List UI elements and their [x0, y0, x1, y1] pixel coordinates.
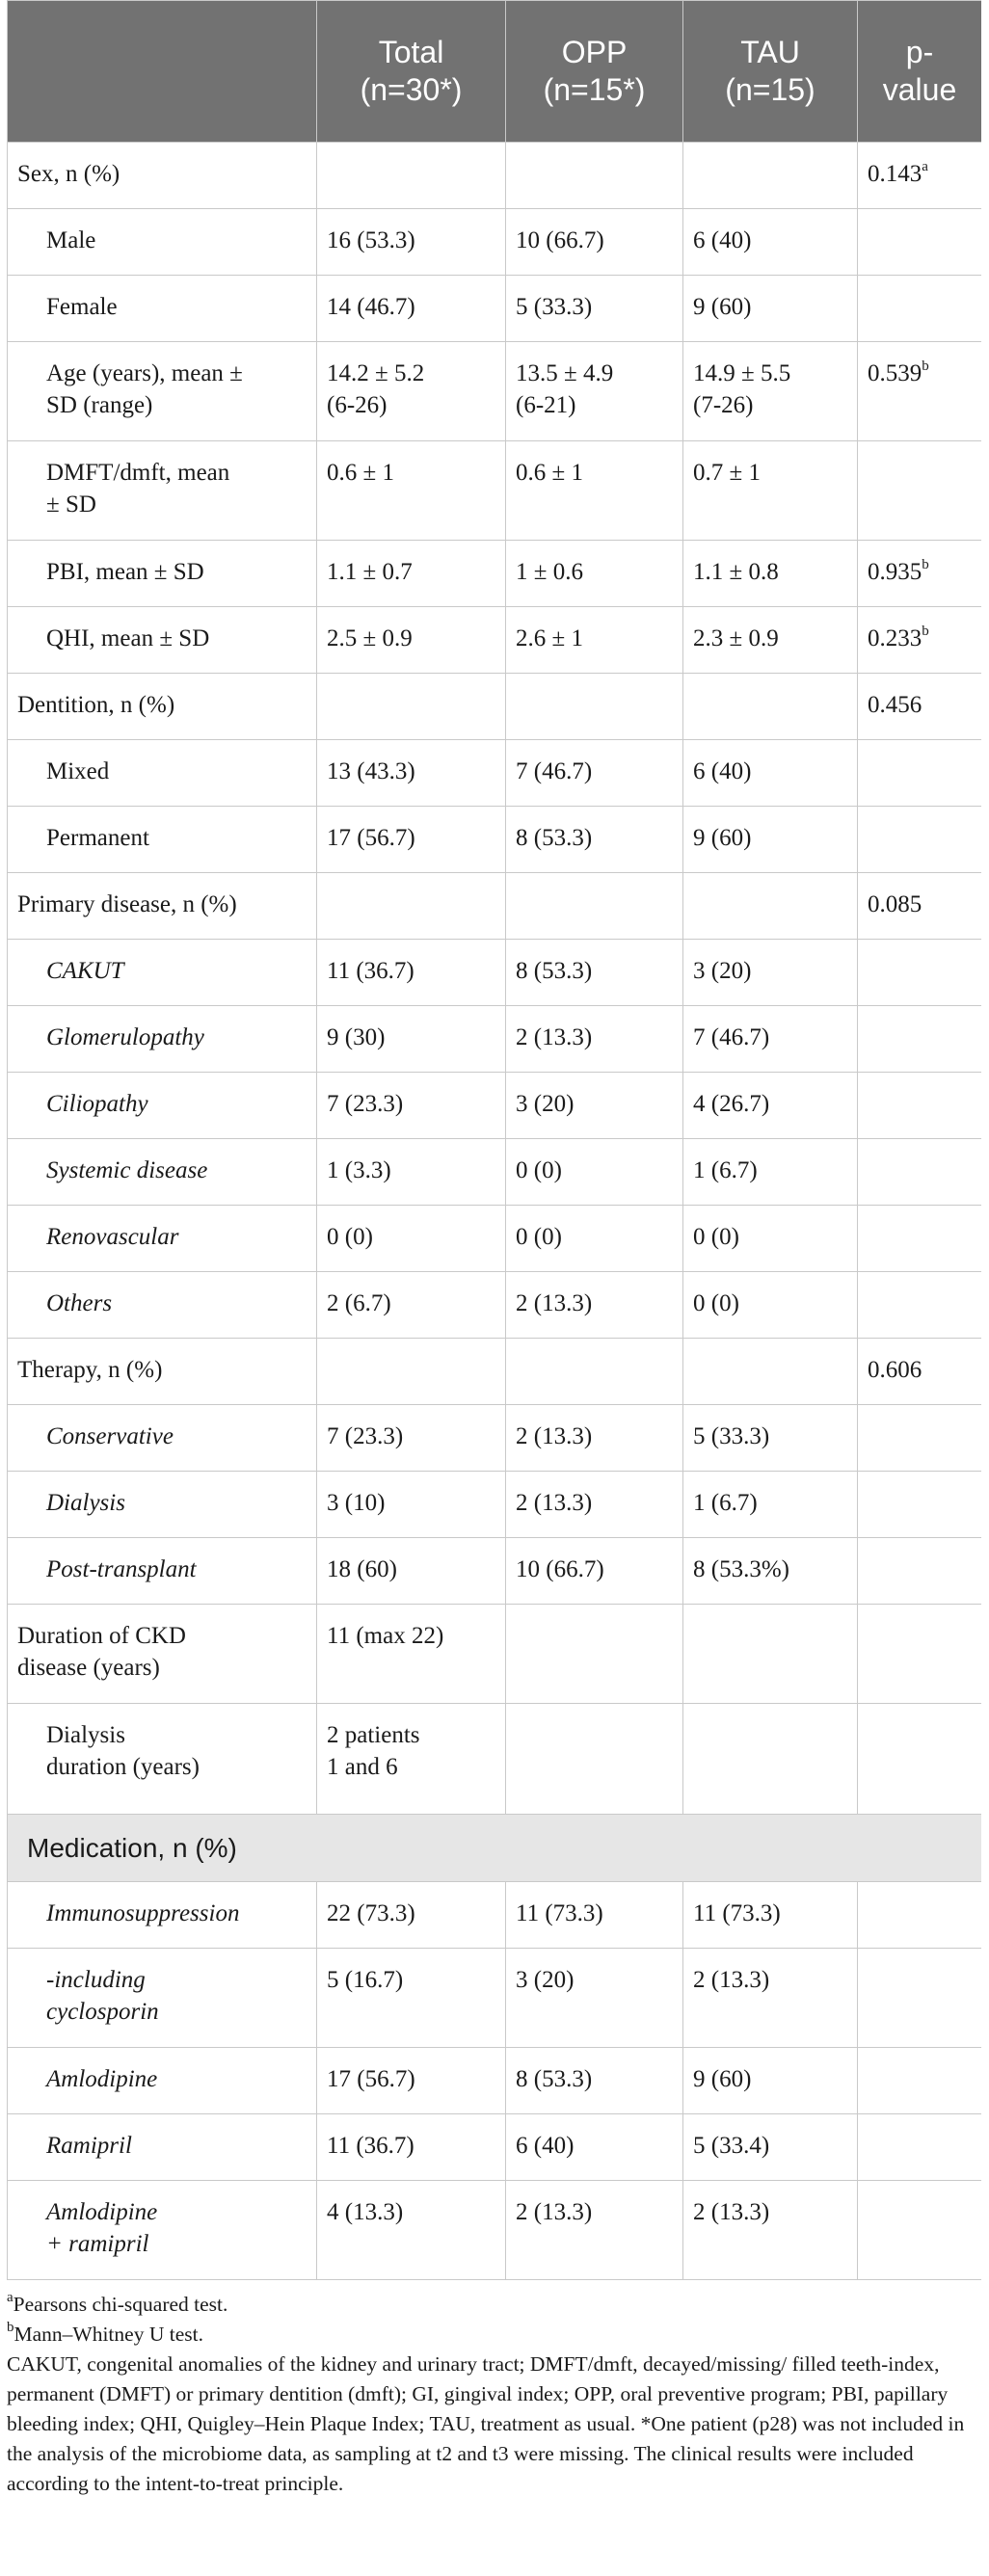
tau-cell	[683, 2048, 858, 2114]
opp-cell	[506, 1538, 683, 1605]
tau-cell	[683, 740, 858, 807]
table-row	[8, 674, 982, 740]
p-value-text: 0.935	[868, 559, 922, 585]
opp-cell	[506, 1206, 683, 1272]
tau-cell-text: 11 (73.3)	[693, 1900, 781, 1926]
tau-cell-text: 9 (60)	[693, 294, 752, 320]
tau-cell	[683, 1272, 858, 1339]
opp-cell-text: 2 (13.3)	[516, 1290, 593, 1316]
total-cell-text: 7 (23.3)	[327, 1091, 404, 1117]
total-cell	[317, 807, 506, 873]
p-value-cell	[858, 1006, 982, 1073]
opp-cell	[506, 1704, 683, 1815]
total-cell	[317, 441, 506, 541]
total-cell-text: 1.1 ± 0.7	[327, 559, 413, 585]
p-value-cell	[858, 2181, 982, 2280]
row-label-text: Primary disease, n (%)	[17, 891, 237, 917]
tau-cell-text: 1 (6.7)	[693, 1490, 758, 1516]
table-container	[7, 0, 981, 2576]
table-row	[8, 209, 982, 276]
row-label-text: Ciliopathy	[46, 1091, 148, 1117]
total-cell	[317, 1472, 506, 1538]
opp-cell	[506, 1882, 683, 1949]
table-row	[8, 1704, 982, 1815]
total-cell	[317, 2181, 506, 2280]
opp-cell	[506, 1405, 683, 1472]
tau-cell-text: 5 (33.3)	[693, 1423, 770, 1449]
row-label	[8, 1272, 317, 1339]
tau-cell	[683, 940, 858, 1006]
row-label	[8, 1405, 317, 1472]
total-cell-text: 7 (23.3)	[327, 1423, 404, 1449]
total-cell	[317, 607, 506, 674]
p-value-text: 0.456	[868, 692, 922, 718]
p-value-cell	[858, 143, 982, 209]
p-value-cell	[858, 2048, 982, 2114]
table-row	[8, 1405, 982, 1472]
row-label-text: QHI, mean ± SD	[46, 625, 210, 651]
row-label	[8, 342, 317, 441]
tau-cell	[683, 1006, 858, 1073]
total-cell-text: 0 (0)	[327, 1224, 373, 1250]
row-label	[8, 1206, 317, 1272]
table-row	[8, 1949, 982, 2048]
total-cell-text: 14 (46.7)	[327, 294, 415, 320]
row-label-text: Mixed	[46, 758, 110, 784]
row-label	[8, 807, 317, 873]
tau-cell	[683, 1405, 858, 1472]
table-row	[8, 940, 982, 1006]
section-title: Medication, n (%)	[8, 1815, 982, 1882]
tau-cell-text: 4 (26.7)	[693, 1091, 770, 1117]
row-label	[8, 143, 317, 209]
footnote-b-text: Mann–Whitney U test.	[13, 2323, 203, 2346]
total-cell-text: 17 (56.7)	[327, 2066, 415, 2092]
row-label	[8, 2181, 317, 2280]
opp-cell	[506, 1073, 683, 1139]
table-row	[8, 1073, 982, 1139]
tau-cell	[683, 1882, 858, 1949]
total-cell-text: 13 (43.3)	[327, 758, 415, 784]
opp-cell	[506, 1139, 683, 1206]
row-label	[8, 1704, 317, 1815]
opp-cell	[506, 674, 683, 740]
p-value-cell	[858, 2114, 982, 2181]
medication-section	[8, 1815, 982, 1882]
tau-cell-text: 9 (60)	[693, 2066, 752, 2092]
p-value-cell	[858, 674, 982, 740]
total-cell-text: 11 (36.7)	[327, 2133, 414, 2159]
total-cell	[317, 541, 506, 607]
tau-cell-text: 3 (20)	[693, 958, 752, 984]
tau-cell-text: 5 (33.4)	[693, 2133, 770, 2159]
tau-cell	[683, 873, 858, 940]
tau-cell-text: 0 (0)	[693, 1224, 739, 1250]
tau-cell	[683, 209, 858, 276]
table-row	[8, 1206, 982, 1272]
p-value-footnote-marker: b	[922, 556, 929, 572]
row-label	[8, 940, 317, 1006]
row-label-text: Dialysis	[46, 1490, 125, 1516]
p-value-footnote-marker: b	[922, 623, 929, 639]
opp-cell	[506, 276, 683, 342]
header-p-value: p- value	[858, 1, 982, 143]
tau-cell-text: 2 (13.3)	[693, 2199, 770, 2225]
table-row	[8, 2114, 982, 2181]
tau-cell-text: 0 (0)	[693, 1290, 739, 1316]
p-value-text: 0.143	[868, 161, 922, 187]
p-value-cell	[858, 1139, 982, 1206]
p-value-cell	[858, 209, 982, 276]
total-cell	[317, 1272, 506, 1339]
tau-cell	[683, 1538, 858, 1605]
p-value-footnote-marker: b	[922, 358, 929, 374]
row-label	[8, 740, 317, 807]
tau-cell	[683, 541, 858, 607]
opp-cell	[506, 1006, 683, 1073]
total-cell-text: 2 patients 1 and 6	[327, 1722, 420, 1780]
opp-cell-text: 2.6 ± 1	[516, 625, 583, 651]
opp-cell-text: 0 (0)	[516, 1157, 562, 1183]
total-cell	[317, 1006, 506, 1073]
row-label	[8, 1006, 317, 1073]
row-label-text: Amlodipine	[46, 2066, 158, 2092]
opp-cell	[506, 1472, 683, 1538]
row-label	[8, 1605, 317, 1704]
total-cell-text: 14.2 ± 5.2 (6-26)	[327, 360, 425, 418]
total-cell	[317, 740, 506, 807]
total-cell	[317, 209, 506, 276]
table-row	[8, 1605, 982, 1704]
total-cell	[317, 873, 506, 940]
tau-cell	[683, 2181, 858, 2280]
p-value-text: 0.233	[868, 625, 922, 651]
row-label-text: Age (years), mean ± SD (range)	[46, 360, 243, 418]
total-cell	[317, 2048, 506, 2114]
opp-cell-text: 10 (66.7)	[516, 1556, 604, 1582]
opp-cell-text: 6 (40)	[516, 2133, 575, 2159]
tau-cell	[683, 441, 858, 541]
p-value-text: 0.606	[868, 1357, 922, 1383]
row-label	[8, 276, 317, 342]
tau-cell	[683, 1949, 858, 2048]
total-cell-text: 18 (60)	[327, 1556, 397, 1582]
table-row	[8, 873, 982, 940]
total-cell-text: 5 (16.7)	[327, 1967, 404, 1993]
p-value-cell	[858, 1206, 982, 1272]
opp-cell	[506, 1605, 683, 1704]
header-row	[8, 1, 982, 143]
tau-cell	[683, 342, 858, 441]
row-label-text: CAKUT	[46, 958, 124, 984]
row-label	[8, 1073, 317, 1139]
p-value-cell	[858, 342, 982, 441]
opp-cell-text: 7 (46.7)	[516, 758, 593, 784]
p-value-cell	[858, 607, 982, 674]
table-row	[8, 1472, 982, 1538]
opp-cell	[506, 807, 683, 873]
table-row	[8, 1006, 982, 1073]
p-value-cell	[858, 1472, 982, 1538]
header-blank	[8, 1, 317, 143]
p-value-text: 0.085	[868, 891, 922, 917]
table-row	[8, 441, 982, 541]
tau-cell-text: 6 (40)	[693, 758, 752, 784]
total-cell	[317, 674, 506, 740]
table-row	[8, 1538, 982, 1605]
opp-cell	[506, 143, 683, 209]
header-total: Total (n=30*)	[317, 1, 506, 143]
opp-cell	[506, 873, 683, 940]
row-label-text: Glomerulopathy	[46, 1024, 204, 1050]
row-label-text: Male	[46, 227, 96, 253]
row-label	[8, 1139, 317, 1206]
row-label	[8, 873, 317, 940]
table-row	[8, 807, 982, 873]
total-cell	[317, 1206, 506, 1272]
opp-cell-text: 2 (13.3)	[516, 1490, 593, 1516]
p-value-cell	[858, 1949, 982, 2048]
opp-cell-text: 13.5 ± 4.9 (6-21)	[516, 360, 614, 418]
section-header-row	[8, 1815, 982, 1882]
total-cell-text: 17 (56.7)	[327, 825, 415, 851]
opp-cell-text: 2 (13.3)	[516, 1024, 593, 1050]
total-cell-text: 16 (53.3)	[327, 227, 415, 253]
tau-cell-text: 9 (60)	[693, 825, 752, 851]
opp-cell-text: 2 (13.3)	[516, 2199, 593, 2225]
total-cell	[317, 1605, 506, 1704]
total-cell	[317, 1405, 506, 1472]
tau-cell-text: 8 (53.3%)	[693, 1556, 789, 1582]
tau-cell	[683, 607, 858, 674]
opp-cell	[506, 541, 683, 607]
total-cell-text: 22 (73.3)	[327, 1900, 415, 1926]
row-label	[8, 541, 317, 607]
p-value-text: 0.539	[868, 360, 922, 386]
total-cell-text: 2 (6.7)	[327, 1290, 391, 1316]
row-label-text: Ramipril	[46, 2133, 132, 2159]
opp-cell	[506, 1949, 683, 2048]
p-value-cell	[858, 1272, 982, 1339]
total-cell	[317, 1339, 506, 1405]
row-label	[8, 607, 317, 674]
header-opp: OPP (n=15*)	[506, 1, 683, 143]
tau-cell	[683, 1339, 858, 1405]
medication-body	[8, 1882, 982, 2280]
row-label	[8, 1538, 317, 1605]
row-label-text: Amlodipine + ramipril	[46, 2199, 158, 2257]
row-label-text: Post-transplant	[46, 1556, 197, 1582]
table-row	[8, 1272, 982, 1339]
opp-cell-text: 5 (33.3)	[516, 294, 593, 320]
total-cell-text: 1 (3.3)	[327, 1157, 391, 1183]
row-label-text: PBI, mean ± SD	[46, 559, 204, 585]
table-row	[8, 276, 982, 342]
p-value-cell	[858, 1339, 982, 1405]
row-label	[8, 441, 317, 541]
table-row	[8, 143, 982, 209]
total-cell	[317, 143, 506, 209]
opp-cell-text: 0 (0)	[516, 1224, 562, 1250]
total-cell	[317, 276, 506, 342]
opp-cell	[506, 607, 683, 674]
row-label-text: Sex, n (%)	[17, 161, 120, 187]
row-label-text: Immunosuppression	[46, 1900, 240, 1926]
opp-cell	[506, 441, 683, 541]
row-label-text: Dentition, n (%)	[17, 692, 175, 718]
tau-cell-text: 7 (46.7)	[693, 1024, 770, 1050]
total-cell-text: 3 (10)	[327, 1490, 386, 1516]
table-footnotes	[7, 2280, 981, 2499]
tau-cell	[683, 1605, 858, 1704]
total-cell-text: 11 (max 22)	[327, 1623, 444, 1649]
p-value-cell	[858, 1605, 982, 1704]
opp-cell	[506, 2048, 683, 2114]
opp-cell-text: 0.6 ± 1	[516, 460, 583, 486]
total-cell-text: 4 (13.3)	[327, 2199, 404, 2225]
opp-cell	[506, 940, 683, 1006]
total-cell	[317, 1538, 506, 1605]
opp-cell	[506, 209, 683, 276]
table-row	[8, 1139, 982, 1206]
table-row	[8, 1882, 982, 1949]
table-row	[8, 2048, 982, 2114]
row-label-text: Renovascular	[46, 1224, 179, 1250]
footnote-b	[7, 2320, 981, 2350]
total-cell	[317, 940, 506, 1006]
tau-cell	[683, 1073, 858, 1139]
total-cell	[317, 1139, 506, 1206]
total-cell	[317, 1704, 506, 1815]
opp-cell-text: 2 (13.3)	[516, 1423, 593, 1449]
baseline-characteristics-table	[7, 0, 981, 2280]
p-value-footnote-marker: a	[922, 158, 928, 174]
p-value-cell	[858, 807, 982, 873]
tau-cell	[683, 1704, 858, 1815]
total-cell-text: 2.5 ± 0.9	[327, 625, 413, 651]
opp-cell	[506, 1339, 683, 1405]
p-value-cell	[858, 740, 982, 807]
opp-cell-text: 8 (53.3)	[516, 825, 593, 851]
tau-cell	[683, 276, 858, 342]
tau-cell-text: 6 (40)	[693, 227, 752, 253]
row-label	[8, 209, 317, 276]
p-value-cell	[858, 1882, 982, 1949]
total-cell-text: 9 (30)	[327, 1024, 386, 1050]
row-label-text: Others	[46, 1290, 113, 1316]
tau-cell-text: 14.9 ± 5.5 (7-26)	[693, 360, 791, 418]
opp-cell-text: 3 (20)	[516, 1091, 575, 1117]
p-value-cell	[858, 1073, 982, 1139]
tau-cell-text: 1.1 ± 0.8	[693, 559, 779, 585]
abbreviations-note: CAKUT, congenital anomalies of the kidney and urinary tract; DMFT/dmft, decayed/missing/ filled teeth-index, permanent (DMFT) or primary dentition (dmft); GI, gingival index; OPP, oral preventive program; PBI, papillary bleeding index; QHI, Quigley–Hein Plaque Index; TAU, treatment as usual. *One patient (p28) was not included in the analysis of the microbiome data, as sampling at t2 and t3 were missing. The clinical results were included according to the intent-to-treat principle.	[7, 2352, 965, 2495]
total-cell	[317, 1073, 506, 1139]
row-label	[8, 1472, 317, 1538]
row-label	[8, 1882, 317, 1949]
tau-cell-text: 2 (13.3)	[693, 1967, 770, 1993]
tau-cell-text: 2.3 ± 0.9	[693, 625, 779, 651]
opp-cell	[506, 2114, 683, 2181]
row-label-text: Female	[46, 294, 118, 320]
p-value-cell	[858, 873, 982, 940]
tau-cell-text: 1 (6.7)	[693, 1157, 758, 1183]
row-label-text: Conservative	[46, 1423, 174, 1449]
header-tau: TAU (n=15)	[683, 1, 858, 143]
opp-cell	[506, 1272, 683, 1339]
opp-cell-text: 1 ± 0.6	[516, 559, 583, 585]
p-value-cell	[858, 276, 982, 342]
tau-cell	[683, 143, 858, 209]
table-row	[8, 541, 982, 607]
table-row	[8, 2181, 982, 2280]
table-row	[8, 1339, 982, 1405]
row-label-text: Systemic disease	[46, 1157, 208, 1183]
row-label	[8, 1339, 317, 1405]
row-label	[8, 1949, 317, 2048]
table-row	[8, 607, 982, 674]
table-row	[8, 342, 982, 441]
p-value-cell	[858, 1538, 982, 1605]
tau-cell-text: 0.7 ± 1	[693, 460, 761, 486]
total-cell	[317, 1949, 506, 2048]
p-value-cell	[858, 940, 982, 1006]
p-value-cell	[858, 541, 982, 607]
tau-cell	[683, 807, 858, 873]
opp-cell	[506, 342, 683, 441]
row-label	[8, 674, 317, 740]
opp-cell	[506, 740, 683, 807]
opp-cell-text: 11 (73.3)	[516, 1900, 603, 1926]
total-cell	[317, 1882, 506, 1949]
opp-cell-text: 10 (66.7)	[516, 227, 604, 253]
footnote-a-marker: a	[7, 2289, 13, 2305]
table-body	[8, 143, 982, 1815]
p-value-cell	[858, 1405, 982, 1472]
row-label-text: Permanent	[46, 825, 149, 851]
tau-cell	[683, 1472, 858, 1538]
table-row	[8, 740, 982, 807]
total-cell-text: 11 (36.7)	[327, 958, 414, 984]
tau-cell	[683, 1206, 858, 1272]
row-label-text: -including cyclosporin	[46, 1967, 159, 2025]
footnote-b-marker: b	[7, 2319, 14, 2335]
opp-cell	[506, 2181, 683, 2280]
total-cell	[317, 2114, 506, 2181]
p-value-cell	[858, 1704, 982, 1815]
opp-cell-text: 8 (53.3)	[516, 958, 593, 984]
row-label-text: DMFT/dmft, mean ± SD	[46, 460, 230, 518]
total-cell	[317, 342, 506, 441]
footnote-a-text: Pearsons chi-squared test.	[13, 2293, 228, 2316]
opp-cell-text: 3 (20)	[516, 1967, 575, 1993]
p-value-cell	[858, 441, 982, 541]
row-label	[8, 2114, 317, 2181]
tau-cell	[683, 1139, 858, 1206]
tau-cell	[683, 2114, 858, 2181]
row-label-text: Duration of CKD disease (years)	[17, 1623, 186, 1681]
row-label-text: Therapy, n (%)	[17, 1357, 163, 1383]
row-label-text: Dialysis duration (years)	[46, 1722, 200, 1780]
footnote-a	[7, 2290, 981, 2320]
opp-cell-text: 8 (53.3)	[516, 2066, 593, 2092]
total-cell-text: 0.6 ± 1	[327, 460, 394, 486]
row-label	[8, 2048, 317, 2114]
tau-cell	[683, 674, 858, 740]
